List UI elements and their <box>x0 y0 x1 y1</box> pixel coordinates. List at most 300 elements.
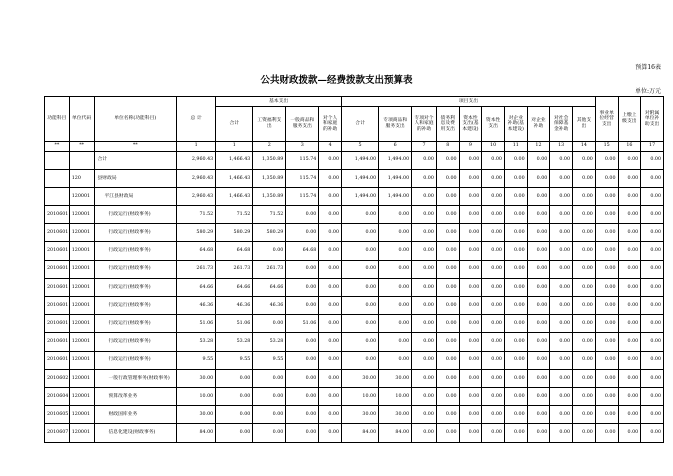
amount-cell: 0.00 <box>412 242 437 260</box>
amount-cell: 0.00 <box>459 387 482 405</box>
amount-cell: 0.00 <box>641 387 664 405</box>
amount-cell: 84.00 <box>177 424 216 442</box>
amount-cell: 0.00 <box>504 406 527 424</box>
index-row <box>45 142 664 152</box>
amount-cell: 0.00 <box>573 169 596 187</box>
amount-cell: 0.00 <box>482 406 505 424</box>
amount-cell: 0.00 <box>618 187 641 205</box>
table-row <box>45 206 664 224</box>
amount-cell: 0.00 <box>342 315 379 333</box>
header-project-enterprise-infra: 对企业补助(基本建设) <box>504 107 527 142</box>
amount-cell: 0.00 <box>459 169 482 187</box>
unit-code-cell: 120001 <box>69 278 94 296</box>
amount-cell: 0.00 <box>573 206 596 224</box>
amount-cell: 0.00 <box>379 315 412 333</box>
amount-cell: 0.00 <box>459 297 482 315</box>
amount-cell: 0.00 <box>379 278 412 296</box>
amount-cell: 0.00 <box>641 333 664 351</box>
amount-cell: 0.00 <box>216 369 253 387</box>
amount-cell: 51.06 <box>286 315 319 333</box>
amount-cell: 0.00 <box>412 187 437 205</box>
index-cell: ** <box>45 142 70 152</box>
amount-cell: 0.00 <box>527 224 550 242</box>
header-project-goods: 专项商品和服务支出 <box>379 107 412 142</box>
index-cell: 7 <box>412 142 437 152</box>
amount-cell: 0.00 <box>641 260 664 278</box>
amount-cell: 0.00 <box>550 224 573 242</box>
amount-cell: 261.73 <box>253 260 286 278</box>
index-cell: 6 <box>379 142 412 152</box>
amount-cell: 0.00 <box>618 387 641 405</box>
amount-cell: 0.00 <box>573 315 596 333</box>
amount-cell: 0.00 <box>504 169 527 187</box>
page-title: 公共财政拨款—经费拨款支出预算表 <box>260 75 413 86</box>
amount-cell: 580.29 <box>216 224 253 242</box>
amount-cell: 0.00 <box>459 369 482 387</box>
amount-cell: 0.00 <box>412 260 437 278</box>
amount-cell: 0.00 <box>482 387 505 405</box>
amount-cell: 64.66 <box>253 278 286 296</box>
amount-cell: 0.00 <box>412 351 437 369</box>
func-code-cell: 2010601 <box>45 224 70 242</box>
amount-cell: 0.00 <box>527 187 550 205</box>
unit-code-cell: 120001 <box>69 387 94 405</box>
amount-cell: 0.00 <box>595 169 618 187</box>
amount-cell: 0.00 <box>253 242 286 260</box>
index-cell: 17 <box>641 142 664 152</box>
amount-cell: 30.00 <box>177 369 216 387</box>
amount-cell: 0.00 <box>319 315 342 333</box>
amount-cell: 0.00 <box>459 278 482 296</box>
amount-cell: 0.00 <box>504 206 527 224</box>
header-basic-total: 合计 <box>216 107 253 142</box>
amount-cell: 53.28 <box>177 333 216 351</box>
unit-code-cell: 120001 <box>69 260 94 278</box>
amount-cell: 0.00 <box>412 278 437 296</box>
amount-cell: 0.00 <box>550 278 573 296</box>
amount-cell: 0.00 <box>342 278 379 296</box>
amount-cell: 0.00 <box>482 224 505 242</box>
amount-cell: 1,350.89 <box>253 151 286 169</box>
amount-cell: 0.00 <box>504 387 527 405</box>
amount-cell: 0.00 <box>573 224 596 242</box>
amount-cell: 0.00 <box>527 369 550 387</box>
amount-cell: 0.00 <box>319 387 342 405</box>
amount-cell: 0.00 <box>618 242 641 260</box>
amount-cell: 0.00 <box>319 187 342 205</box>
amount-cell: 0.00 <box>379 242 412 260</box>
amount-cell: 51.06 <box>216 315 253 333</box>
table-row <box>45 351 664 369</box>
header-unit-code: 单位代码 <box>69 97 94 142</box>
amount-cell: 0.00 <box>482 315 505 333</box>
index-cell: 14 <box>573 142 596 152</box>
header-project-debt: 债务利息及费用支出 <box>436 107 459 142</box>
amount-cell: 0.00 <box>379 224 412 242</box>
amount-cell: 0.00 <box>459 351 482 369</box>
amount-cell: 64.68 <box>216 242 253 260</box>
amount-cell: 0.00 <box>412 424 437 442</box>
table-row <box>45 278 664 296</box>
amount-cell: 0.00 <box>216 387 253 405</box>
amount-cell: 0.00 <box>527 315 550 333</box>
amount-cell: 0.00 <box>595 424 618 442</box>
func-code-cell: 2010605 <box>45 406 70 424</box>
header-total: 总 计 <box>177 97 216 142</box>
amount-cell: 0.00 <box>482 187 505 205</box>
amount-cell: 0.00 <box>618 151 641 169</box>
amount-cell: 0.00 <box>618 206 641 224</box>
amount-cell: 0.00 <box>459 424 482 442</box>
unit-name-cell: 一般行政管理事务(财政事务) <box>94 369 177 387</box>
header-basic-group: 基本支出 <box>216 97 342 107</box>
unit-name-cell: 行政运行(财政事务) <box>94 224 177 242</box>
header-func-code: 功能科目 <box>45 97 70 142</box>
amount-cell: 0.00 <box>618 424 641 442</box>
amount-cell: 1,466.43 <box>216 151 253 169</box>
header-project-capital: 资本性支出 <box>482 107 505 142</box>
index-cell: 11 <box>504 142 527 152</box>
unit-code-cell: 120001 <box>69 242 94 260</box>
amount-cell: 0.00 <box>482 351 505 369</box>
header-extra-3: 对附属单位补助支出 <box>641 97 664 142</box>
amount-cell: 0.00 <box>286 206 319 224</box>
amount-cell: 0.00 <box>504 297 527 315</box>
amount-cell: 0.00 <box>618 315 641 333</box>
amount-cell: 0.00 <box>573 242 596 260</box>
header-project-capital-infra: 资本性支出(基本建设) <box>459 107 482 142</box>
amount-cell: 0.00 <box>504 260 527 278</box>
amount-cell: 0.00 <box>573 297 596 315</box>
amount-cell: 115.74 <box>286 169 319 187</box>
amount-cell: 0.00 <box>641 351 664 369</box>
amount-cell: 0.00 <box>412 333 437 351</box>
amount-cell: 0.00 <box>319 369 342 387</box>
amount-cell: 1,350.89 <box>253 169 286 187</box>
amount-cell: 0.00 <box>527 260 550 278</box>
func-code-cell <box>45 151 70 169</box>
table-row <box>45 387 664 405</box>
unit-code-cell: 120001 <box>69 369 94 387</box>
amount-cell: 0.00 <box>342 333 379 351</box>
amount-cell: 0.00 <box>459 260 482 278</box>
amount-cell: 0.00 <box>595 387 618 405</box>
amount-cell: 0.00 <box>436 351 459 369</box>
unit-code-cell: 120001 <box>69 351 94 369</box>
amount-cell: 64.68 <box>177 242 216 260</box>
amount-cell: 0.00 <box>436 260 459 278</box>
unit-code-cell: 120001 <box>69 406 94 424</box>
amount-cell: 0.00 <box>342 260 379 278</box>
amount-cell: 0.00 <box>253 387 286 405</box>
amount-cell: 0.00 <box>319 151 342 169</box>
amount-cell: 0.00 <box>412 369 437 387</box>
amount-cell: 0.00 <box>550 424 573 442</box>
amount-cell: 0.00 <box>618 333 641 351</box>
amount-cell: 0.00 <box>412 224 437 242</box>
func-code-cell: 2010601 <box>45 333 70 351</box>
amount-cell: 0.00 <box>286 297 319 315</box>
amount-cell: 0.00 <box>436 424 459 442</box>
amount-cell: 0.00 <box>436 315 459 333</box>
amount-cell: 10.00 <box>342 387 379 405</box>
amount-cell: 0.00 <box>286 369 319 387</box>
amount-cell: 0.00 <box>253 406 286 424</box>
amount-cell: 0.00 <box>550 351 573 369</box>
amount-cell: 0.00 <box>342 297 379 315</box>
amount-cell: 0.00 <box>319 333 342 351</box>
index-cell: 16 <box>618 142 641 152</box>
table-row <box>45 169 664 187</box>
table-row <box>45 406 664 424</box>
amount-cell: 0.00 <box>618 278 641 296</box>
table-row <box>45 369 664 387</box>
index-cell: 3 <box>286 142 319 152</box>
amount-cell: 0.00 <box>412 297 437 315</box>
amount-cell: 0.00 <box>641 169 664 187</box>
amount-cell: 0.00 <box>436 224 459 242</box>
amount-cell: 0.00 <box>641 242 664 260</box>
amount-cell: 0.00 <box>412 406 437 424</box>
amount-cell: 0.00 <box>436 406 459 424</box>
amount-cell: 9.55 <box>216 351 253 369</box>
amount-cell: 0.00 <box>253 424 286 442</box>
amount-cell: 0.00 <box>459 187 482 205</box>
amount-cell: 0.00 <box>379 333 412 351</box>
amount-cell: 0.00 <box>286 387 319 405</box>
header-extra-1: 事业单位经营支出 <box>595 97 618 142</box>
amount-cell: 0.00 <box>342 224 379 242</box>
table-row <box>45 297 664 315</box>
amount-cell: 0.00 <box>436 151 459 169</box>
amount-cell: 0.00 <box>595 278 618 296</box>
unit-code-cell: 120001 <box>69 297 94 315</box>
amount-cell: 0.00 <box>641 187 664 205</box>
amount-cell: 0.00 <box>412 387 437 405</box>
amount-cell: 0.00 <box>527 424 550 442</box>
index-cell: 1 <box>177 142 216 152</box>
amount-cell: 2,960.43 <box>177 151 216 169</box>
amount-cell: 0.00 <box>412 315 437 333</box>
amount-cell: 0.00 <box>618 351 641 369</box>
func-code-cell <box>45 169 70 187</box>
amount-cell: 0.00 <box>436 333 459 351</box>
func-code-cell: 2010604 <box>45 387 70 405</box>
amount-cell: 0.00 <box>216 406 253 424</box>
amount-cell: 0.00 <box>527 351 550 369</box>
amount-cell: 0.00 <box>459 315 482 333</box>
table-row <box>45 187 664 205</box>
unit-code-cell: 120001 <box>69 187 94 205</box>
table-row <box>45 224 664 242</box>
amount-cell: 580.29 <box>253 224 286 242</box>
amount-cell: 0.00 <box>550 387 573 405</box>
amount-cell: 0.00 <box>286 406 319 424</box>
amount-cell: 0.00 <box>641 406 664 424</box>
amount-cell: 2,960.43 <box>177 187 216 205</box>
amount-cell: 9.55 <box>253 351 286 369</box>
amount-cell: 53.28 <box>216 333 253 351</box>
header-row-group <box>45 97 664 107</box>
amount-cell: 0.00 <box>504 187 527 205</box>
amount-cell: 0.00 <box>482 278 505 296</box>
amount-cell: 30.00 <box>342 369 379 387</box>
header-project-enterprise: 对企业补助 <box>527 107 550 142</box>
header-unit-name: 单位名称(功能科目) <box>94 97 177 142</box>
amount-cell: 0.00 <box>379 351 412 369</box>
amount-cell: 1,494.00 <box>342 187 379 205</box>
header-project-total: 合计 <box>342 107 379 142</box>
amount-cell: 10.00 <box>177 387 216 405</box>
amount-cell: 0.00 <box>319 424 342 442</box>
unit-name-cell: 县财政局 <box>94 169 177 187</box>
amount-cell: 0.00 <box>527 406 550 424</box>
amount-cell: 0.00 <box>504 315 527 333</box>
amount-cell: 0.00 <box>342 206 379 224</box>
amount-cell: 0.00 <box>319 278 342 296</box>
amount-cell: 0.00 <box>319 206 342 224</box>
unit-code-cell: 120001 <box>69 424 94 442</box>
amount-cell: 0.00 <box>482 242 505 260</box>
amount-cell: 0.00 <box>504 351 527 369</box>
index-cell: 15 <box>595 142 618 152</box>
amount-cell: 0.00 <box>482 297 505 315</box>
index-cell: ** <box>94 142 177 152</box>
form-number: 预算16表 <box>635 64 661 71</box>
amount-cell: 0.00 <box>550 315 573 333</box>
amount-cell: 0.00 <box>618 260 641 278</box>
amount-cell: 261.73 <box>177 260 216 278</box>
amount-cell: 0.00 <box>550 369 573 387</box>
amount-cell: 0.00 <box>641 278 664 296</box>
unit-label: 单位:万元 <box>634 88 661 95</box>
amount-cell: 30.00 <box>342 406 379 424</box>
index-cell: 2 <box>253 142 286 152</box>
amount-cell: 0.00 <box>550 406 573 424</box>
table-row <box>45 151 664 169</box>
amount-cell: 0.00 <box>253 369 286 387</box>
amount-cell: 0.00 <box>436 297 459 315</box>
amount-cell: 64.68 <box>286 242 319 260</box>
amount-cell: 0.00 <box>319 260 342 278</box>
amount-cell: 64.66 <box>177 278 216 296</box>
amount-cell: 46.36 <box>177 297 216 315</box>
amount-cell: 0.00 <box>459 406 482 424</box>
amount-cell: 0.00 <box>527 242 550 260</box>
amount-cell: 0.00 <box>550 206 573 224</box>
amount-cell: 0.00 <box>527 333 550 351</box>
amount-cell: 0.00 <box>286 224 319 242</box>
amount-cell: 0.00 <box>641 224 664 242</box>
amount-cell: 0.00 <box>436 369 459 387</box>
amount-cell: 0.00 <box>482 151 505 169</box>
amount-cell: 0.00 <box>641 297 664 315</box>
amount-cell: 0.00 <box>595 297 618 315</box>
header-basic-subsidy: 对个人和家庭的补助 <box>319 107 342 142</box>
amount-cell: 0.00 <box>482 369 505 387</box>
amount-cell: 0.00 <box>342 351 379 369</box>
amount-cell: 71.52 <box>216 206 253 224</box>
header-project-group: 项目支出 <box>342 97 596 107</box>
func-code-cell: 2010601 <box>45 206 70 224</box>
unit-name-cell: 行政运行(财政事务) <box>94 333 177 351</box>
amount-cell: 0.00 <box>379 297 412 315</box>
amount-cell: 0.00 <box>253 315 286 333</box>
unit-name-cell: 行政运行(财政事务) <box>94 206 177 224</box>
amount-cell: 0.00 <box>436 278 459 296</box>
amount-cell: 0.00 <box>216 424 253 442</box>
amount-cell: 0.00 <box>527 151 550 169</box>
amount-cell: 0.00 <box>618 169 641 187</box>
amount-cell: 1,350.89 <box>253 187 286 205</box>
amount-cell: 1,466.43 <box>216 169 253 187</box>
amount-cell: 0.00 <box>527 278 550 296</box>
amount-cell: 0.00 <box>573 187 596 205</box>
unit-code-cell <box>69 151 94 169</box>
amount-cell: 71.52 <box>177 206 216 224</box>
amount-cell: 9.55 <box>177 351 216 369</box>
amount-cell: 0.00 <box>504 224 527 242</box>
amount-cell: 0.00 <box>412 206 437 224</box>
unit-code-cell: 120001 <box>69 224 94 242</box>
amount-cell: 0.00 <box>319 242 342 260</box>
amount-cell: 0.00 <box>527 297 550 315</box>
amount-cell: 0.00 <box>573 333 596 351</box>
unit-name-cell: 平江县财政局 <box>94 187 177 205</box>
amount-cell: 0.00 <box>641 424 664 442</box>
amount-cell: 0.00 <box>595 260 618 278</box>
amount-cell: 46.36 <box>253 297 286 315</box>
table-row <box>45 333 664 351</box>
unit-name-cell: 信息化建设(财政事务) <box>94 424 177 442</box>
amount-cell: 53.28 <box>253 333 286 351</box>
amount-cell: 0.00 <box>573 387 596 405</box>
amount-cell: 0.00 <box>550 151 573 169</box>
table-row <box>45 260 664 278</box>
amount-cell: 0.00 <box>504 278 527 296</box>
amount-cell: 0.00 <box>595 406 618 424</box>
amount-cell: 0.00 <box>319 351 342 369</box>
amount-cell: 0.00 <box>595 224 618 242</box>
amount-cell: 0.00 <box>459 242 482 260</box>
amount-cell: 0.00 <box>595 333 618 351</box>
amount-cell: 1,494.00 <box>342 169 379 187</box>
func-code-cell: 2010601 <box>45 242 70 260</box>
amount-cell: 0.00 <box>436 387 459 405</box>
amount-cell: 0.00 <box>595 187 618 205</box>
amount-cell: 0.00 <box>319 297 342 315</box>
amount-cell: 0.00 <box>482 424 505 442</box>
unit-name-cell: 行政运行(财政事务) <box>94 315 177 333</box>
amount-cell: 0.00 <box>459 333 482 351</box>
amount-cell: 0.00 <box>504 151 527 169</box>
amount-cell: 0.00 <box>436 242 459 260</box>
amount-cell: 0.00 <box>482 206 505 224</box>
index-cell: 9 <box>459 142 482 152</box>
unit-code-cell: 120001 <box>69 206 94 224</box>
func-code-cell: 2010601 <box>45 297 70 315</box>
func-code-cell <box>45 187 70 205</box>
amount-cell: 0.00 <box>641 151 664 169</box>
unit-name-cell: 行政运行(财政事务) <box>94 297 177 315</box>
amount-cell: 1,466.43 <box>216 187 253 205</box>
amount-cell: 0.00 <box>527 206 550 224</box>
index-cell: ** <box>69 142 94 152</box>
amount-cell: 0.00 <box>412 169 437 187</box>
amount-cell: 0.00 <box>641 206 664 224</box>
amount-cell: 0.00 <box>550 333 573 351</box>
amount-cell: 0.00 <box>286 333 319 351</box>
